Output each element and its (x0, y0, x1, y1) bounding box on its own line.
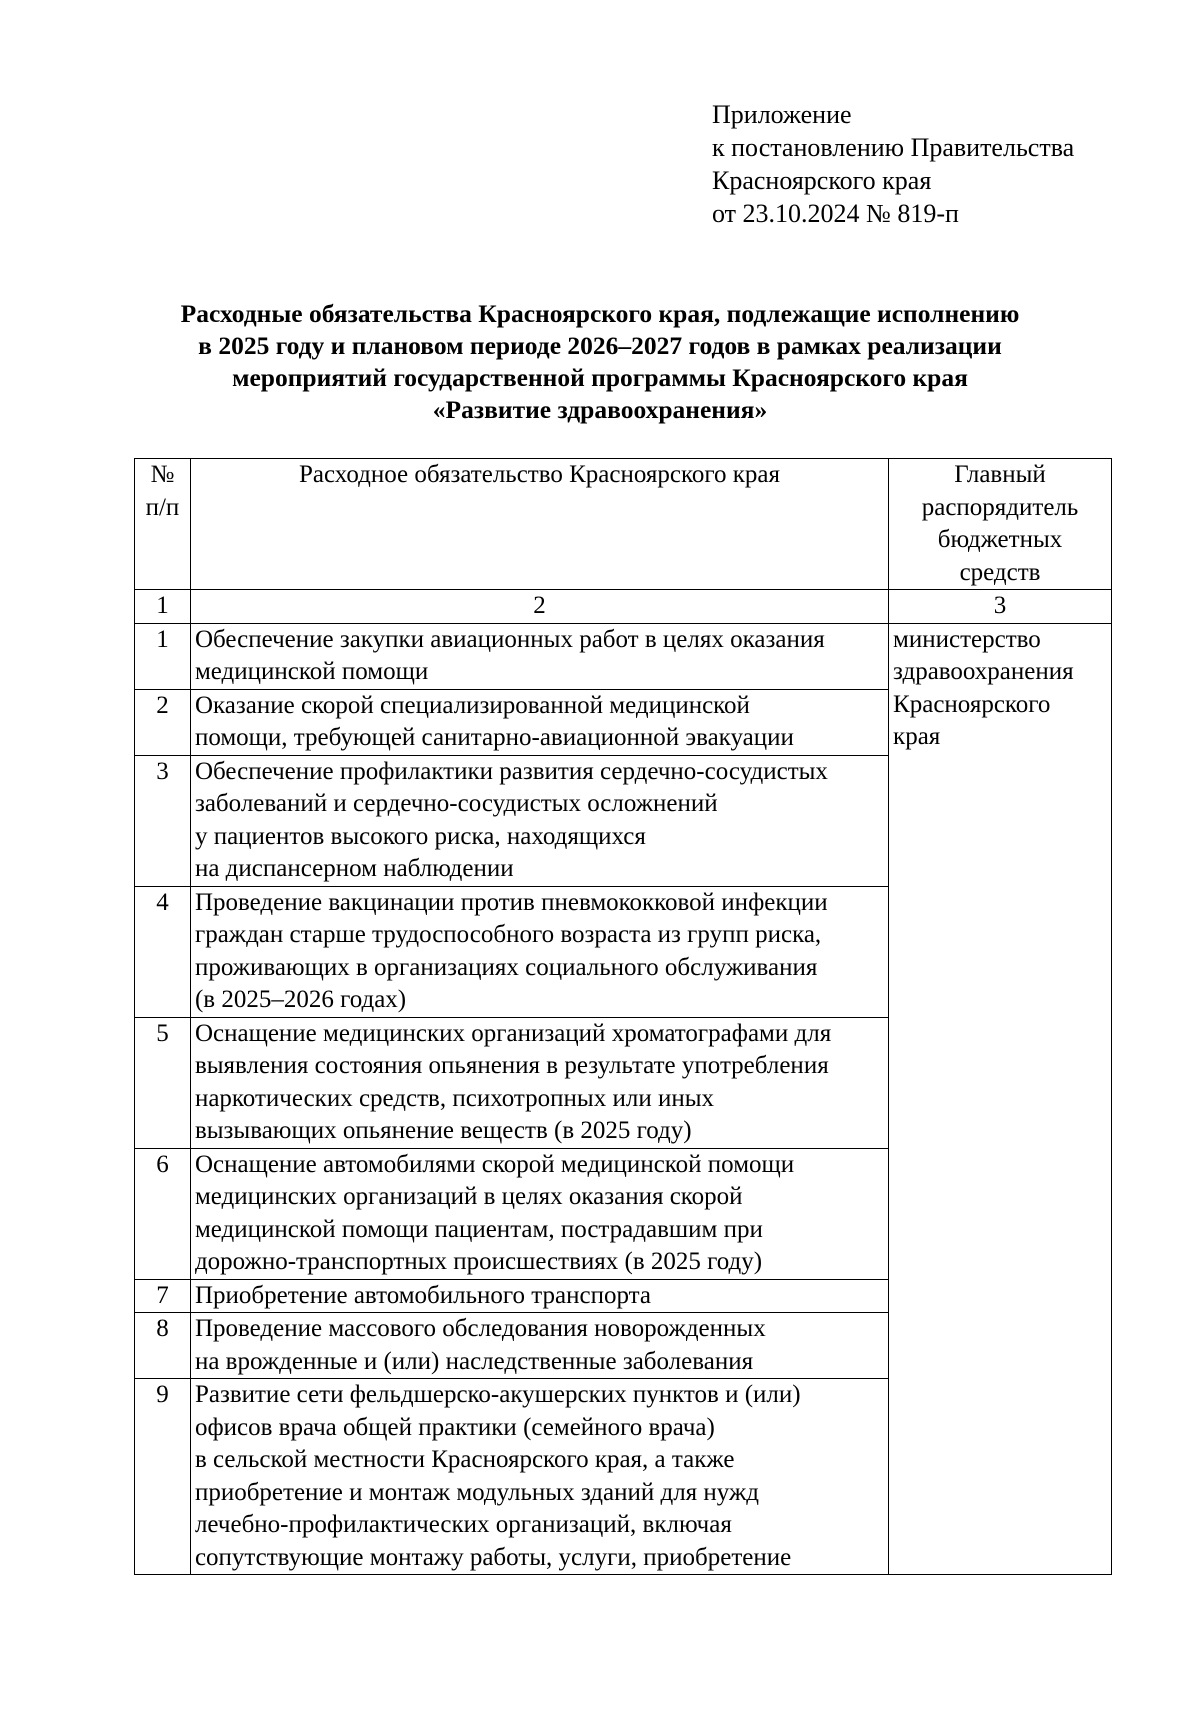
row-obligation: Обеспечение профилактики развития сердечно-сосудистых заболеваний и сердечно-сосудистых осложнений у пациентов высокого риска, находящихся на диспансерном наблюдении (190, 755, 888, 886)
title-line: Расходные обязательства Красноярского края, подлежащие исполнению (180, 299, 1020, 328)
annex-date-number: от 23.10.2024 № 819-п (712, 199, 959, 228)
title-line: мероприятий государственной программы Красноярского края (232, 363, 968, 392)
manager-cell: министерство здравоохранения Красноярского края (889, 623, 1112, 1575)
title-line: в 2025 году и плановом периоде 2026–2027 годов в рамках реализации (198, 331, 1002, 360)
title-line: «Развитие здравоохранения» (432, 395, 768, 424)
obligations-table (134, 458, 1112, 1575)
row-number: 7 (135, 1279, 191, 1313)
table-row (135, 623, 1112, 689)
index-cell: 2 (190, 590, 888, 624)
row-number: 3 (135, 755, 191, 886)
row-number: 4 (135, 886, 191, 1017)
annex-line: Красноярского края (712, 166, 932, 195)
row-obligation: Развитие сети фельдшерско-акушерских пунктов и (или) офисов врача общей практики (семейного врача) в сельской местности Красноярского края, а также приобретение и монтаж модульных зданий для нужд лечебно-профилактических организаций, включая сопутствующие монтажу работы, услуги, приобретение (190, 1379, 888, 1575)
header-num: № п/п (135, 459, 191, 590)
index-cell: 1 (135, 590, 191, 624)
row-number: 8 (135, 1313, 191, 1379)
annex-line: Приложение (712, 100, 852, 129)
annex-block (712, 98, 1074, 230)
row-number: 6 (135, 1148, 191, 1279)
header-row (135, 459, 1112, 590)
row-obligation: Проведение вакцинации против пневмококковой инфекции граждан старше трудоспособного возраста из групп риска, проживающих в организациях социального обслуживания (в 2025–2026 годах) (190, 886, 888, 1017)
document-title (120, 298, 1080, 426)
row-number: 1 (135, 623, 191, 689)
index-cell: 3 (889, 590, 1112, 624)
row-obligation: Обеспечение закупки авиационных работ в целях оказания медицинской помощи (190, 623, 888, 689)
header-obligation: Расходное обязательство Красноярского края (190, 459, 888, 590)
row-obligation: Проведение массового обследования новорожденных на врожденные и (или) наследственные заболевания (190, 1313, 888, 1379)
row-number: 2 (135, 689, 191, 755)
index-row (135, 590, 1112, 624)
row-obligation: Оснащение медицинских организаций хроматографами для выявления состояния опьянения в результате употребления наркотических средств, психотропных или иных вызывающих опьянение веществ (в 2025 году) (190, 1017, 888, 1148)
row-obligation: Оснащение автомобилями скорой медицинской помощи медицинских организаций в целях оказания скорой медицинской помощи пациентам, пострадавшим при дорожно-транспортных происшествиях (в 2025 году) (190, 1148, 888, 1279)
header-manager: Главный распорядитель бюджетных средств (889, 459, 1112, 590)
row-obligation: Приобретение автомобильного транспорта (190, 1279, 888, 1313)
row-number: 5 (135, 1017, 191, 1148)
row-obligation: Оказание скорой специализированной медицинской помощи, требующей санитарно-авиационной эвакуации (190, 689, 888, 755)
row-number: 9 (135, 1379, 191, 1575)
annex-line: к постановлению Правительства (712, 133, 1075, 162)
